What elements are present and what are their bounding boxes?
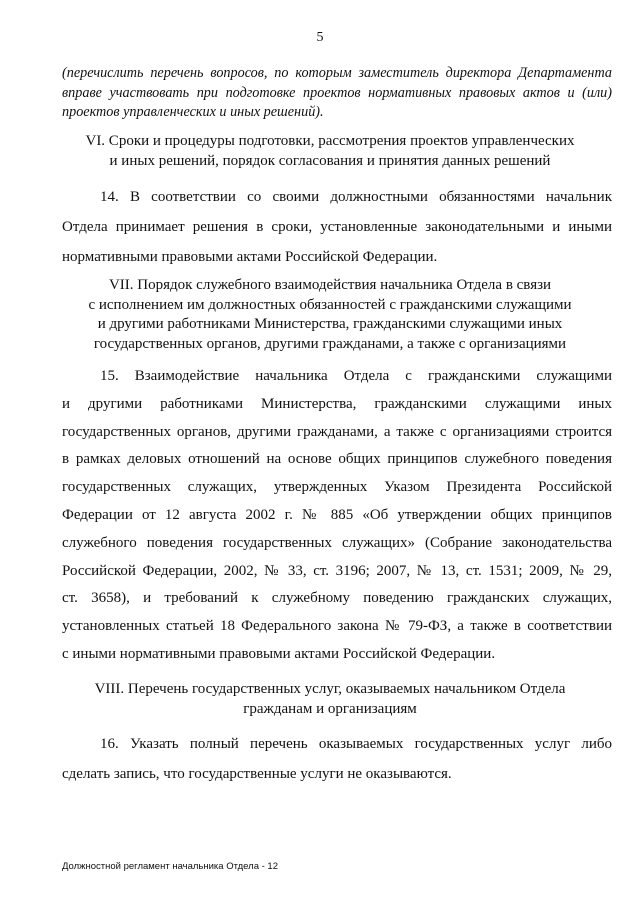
section-6-heading	[40, 132, 620, 171]
paragraph-line: Отдела принимает решения в сроки, установленные законодательными и иными	[62, 219, 612, 235]
heading-line: VIII. Перечень государственных услуг, оказываемых начальником Отдела	[94, 681, 566, 697]
paragraph-line: 16. Указать полный перечень оказываемых государственных услуг либо	[100, 736, 612, 752]
section-8-heading	[40, 680, 620, 719]
paragraph-line: в рамках деловых отношений на основе общих принципов служебного поведения	[62, 451, 612, 468]
paragraph-line: ст. 3658), и требований к служебному поведению гражданских служащих,	[62, 590, 612, 607]
page-footer: Должностной регламент начальника Отдела - 12	[62, 861, 278, 872]
paragraph-14	[62, 182, 612, 272]
paragraph-line: государственных служащих, утвержденных Указом Президента Российской	[62, 479, 612, 496]
paragraph-line: 14. В соответствии со своими должностными обязанностями начальник	[100, 189, 612, 205]
heading-line: гражданам и организациям	[243, 700, 417, 717]
paragraph-line: Федерации от 12 августа 2002 г. № 885 «Об утверждении общих принципов	[62, 506, 612, 523]
paragraph-line: Российской Федерации, 2002, № 33, ст. 3196; 2007, № 13, ст. 1531; 2009, № 29,	[62, 562, 612, 579]
heading-line: и другими работниками Министерства, гражданскими служащими иных	[97, 316, 563, 332]
paragraph-line: служебного поведения государственных служащих» (Собрание законодательства	[62, 534, 612, 551]
paragraph-line: и другими работниками Министерства, гражданскими служащими иных	[62, 395, 612, 412]
paragraph-16	[62, 729, 612, 789]
paragraph-line: с иными нормативными правовыми актами Российской Федерации.	[62, 645, 496, 662]
paragraph-line: нормативными правовыми актами Российской Федерации.	[62, 249, 438, 265]
heading-line: VII. Порядок служебного взаимодействия начальника Отдела в связи	[108, 277, 552, 293]
heading-line: с исполнением им должностных обязанностей с гражданскими служащими	[88, 296, 572, 313]
heading-line: государственных органов, другими гражданами, а также с организациями	[93, 335, 567, 352]
paragraph-line: 15. Взаимодействие начальника Отдела с гражданскими служащими	[100, 368, 612, 384]
paragraph-line: сделать запись, что государственные услуги не оказываются.	[62, 766, 452, 782]
paragraph-15	[62, 363, 612, 669]
paragraph-line: установленных статьей 18 Федерального закона № 79-ФЗ, а также в соответствии	[62, 618, 612, 635]
heading-line: и иных решений, порядок согласования и принятия данных решений	[109, 152, 551, 169]
italic-instruction-note: (перечислить перечень вопросов, по которым заместитель директора Департамента вправе участвовать при подготовке проектов нормативных правовых актов и (или) проектов управленческих и иных решений).	[62, 65, 612, 120]
page-number: 5	[316, 30, 324, 45]
section-7-heading	[40, 276, 620, 354]
paragraph-line: государственных органов, другими гражданами, а также с организациями строится	[62, 423, 612, 440]
heading-line: VI. Сроки и процедуры подготовки, рассмотрения проектов управленческих	[85, 133, 575, 149]
